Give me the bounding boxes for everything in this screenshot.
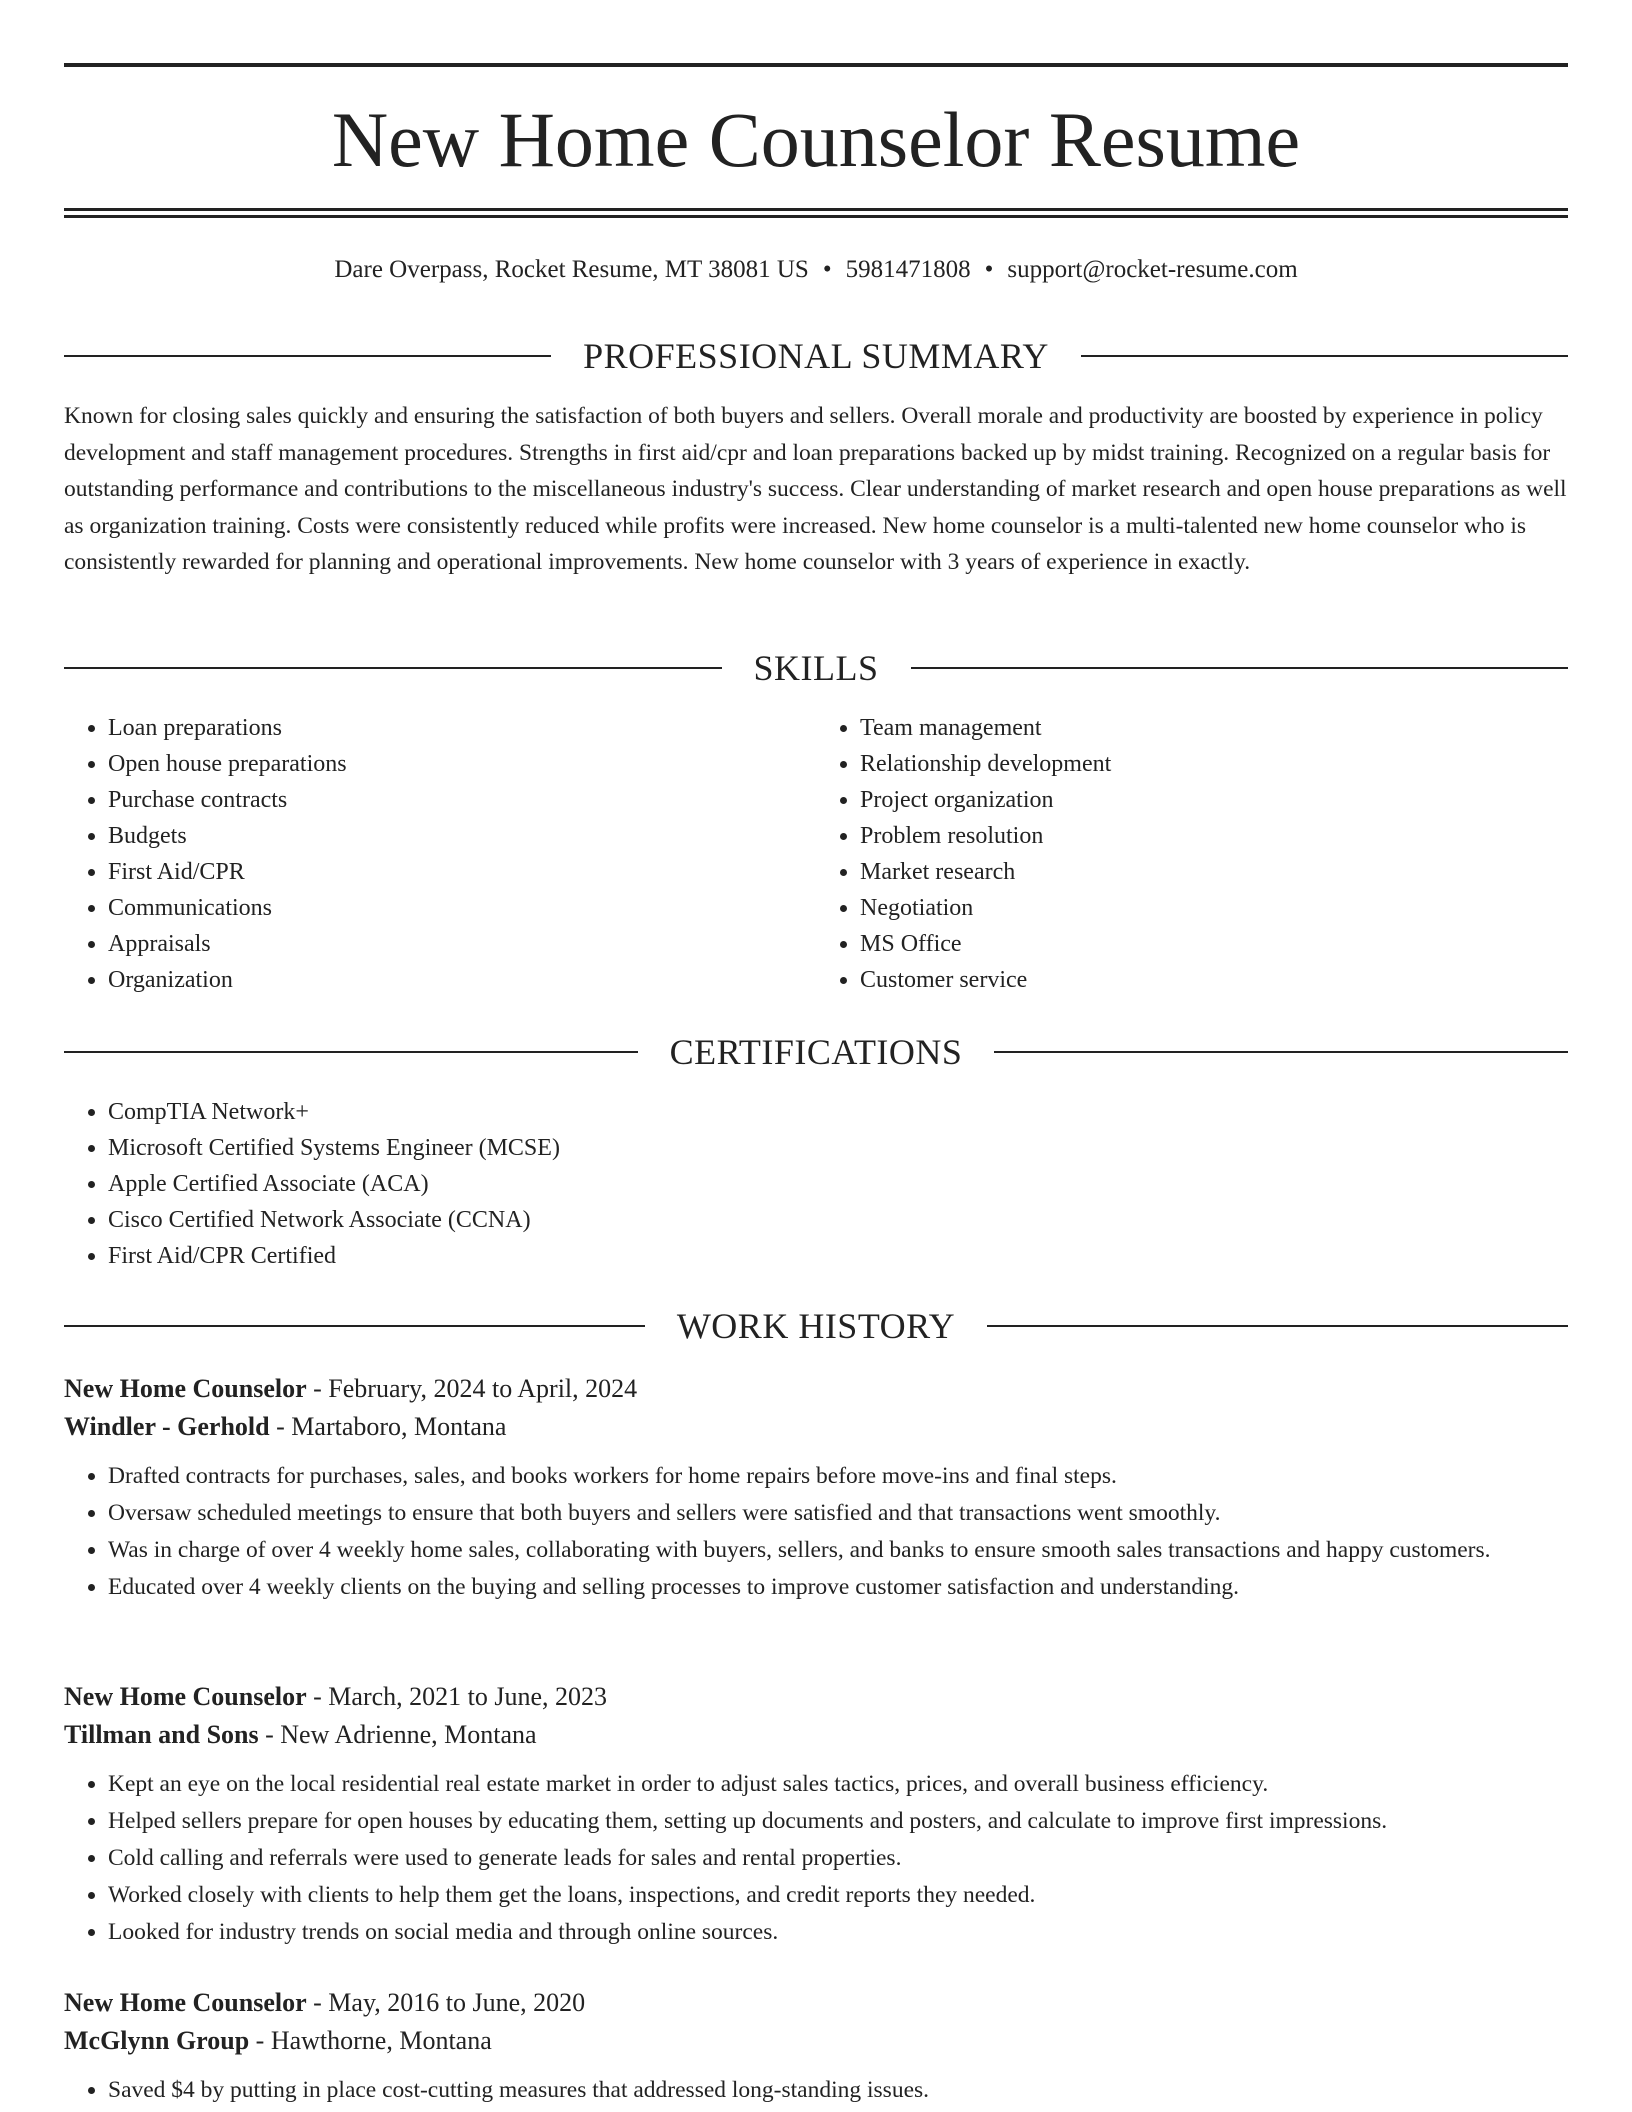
job-bullets <box>64 1458 1568 1606</box>
job-dates: - February, 2024 to April, 2024 <box>306 1374 638 1403</box>
job-location: - Hawthorne, Montana <box>249 2026 492 2055</box>
job-entry <box>64 1370 1568 1606</box>
job-bullet: • Cold calling and referrals were used to generate leads for sales and rental properties. <box>108 1840 1568 1877</box>
job-bullets <box>64 2072 1568 2109</box>
contact-address: Dare Overpass, Rocket Resume, MT 38081 US <box>334 256 809 283</box>
skill-item: • Communications <box>108 890 816 926</box>
skills-list-right <box>816 710 1568 998</box>
job-location: - New Adrienne, Montana <box>258 1720 537 1749</box>
job-bullet: • Oversaw scheduled meetings to ensure that both buyers and sellers were satisfied and that transactions went smoothly. <box>108 1495 1568 1532</box>
summary-text: Known for closing sales quickly and ensuring the satisfaction of both buyers and sellers. Overall morale and productivity are boosted by experience in policy development and staff management procedures. Strengths in first aid/cpr and loan preparations backed up by midst training. Recognized on a regular basis for outstanding performance and contributions to the miscellaneous industry's success. Clear understanding of market research and open house preparations as well as organization training. Costs were consistently reduced while profits were increased. New home counselor is a multi-talented new home counselor who is consistently rewarded for planning and operational improvements. New home counselor with 3 years of experience in exactly. <box>64 403 1567 575</box>
certifications-heading: CERTIFICATIONS <box>669 1032 963 1072</box>
skill-item: • First Aid/CPR <box>108 854 816 890</box>
job-entry <box>64 1984 1568 2109</box>
job-bullet: • Drafted contracts for purchases, sales, and books workers for home repairs before move-ins and final steps. <box>108 1458 1568 1495</box>
job-bullet: • Was in charge of over 4 weekly home sales, collaborating with buyers, sellers, and banks to ensure smooth sales transactions and happy customers. <box>108 1532 1568 1569</box>
heading-rule <box>64 667 722 669</box>
skills-list-left <box>64 710 816 998</box>
heading-rule <box>994 1051 1568 1053</box>
job-bullet: • Worked closely with clients to help them get the loans, inspections, and credit reports they needed. <box>108 1877 1568 1914</box>
skill-item: • MS Office <box>860 926 1568 962</box>
section-heading-certifications <box>64 1030 1568 1074</box>
heading-rule <box>987 1325 1568 1327</box>
certification-item: • First Aid/CPR Certified <box>108 1238 1568 1274</box>
job-company: Tillman and Sons <box>64 1720 259 1749</box>
job-location: - Martaboro, Montana <box>269 1412 507 1441</box>
contact-phone: 5981471808 <box>845 256 971 283</box>
job-bullets <box>64 1766 1568 1951</box>
skill-item: • Problem resolution <box>860 818 1568 854</box>
skill-item: • Budgets <box>108 818 816 854</box>
title-double-rule <box>64 208 1568 218</box>
skill-item: • Open house preparations <box>108 746 816 782</box>
job-entry <box>64 1678 1568 1951</box>
job-title: New Home Counselor <box>64 1682 307 1711</box>
job-bullet: • Looked for industry trends on social media and through online sources. <box>108 1914 1568 1951</box>
heading-rule <box>1081 355 1568 357</box>
certification-item: • Cisco Certified Network Associate (CCNA) <box>108 1202 1568 1238</box>
section-heading-work-history <box>64 1304 1568 1348</box>
heading-rule <box>64 1325 645 1327</box>
skill-item: • Team management <box>860 710 1568 746</box>
certifications-list <box>64 1094 1568 1274</box>
skill-item: • Appraisals <box>108 926 816 962</box>
contact-line <box>64 252 1568 288</box>
skill-item: • Loan preparations <box>108 710 816 746</box>
skill-item: • Negotiation <box>860 890 1568 926</box>
job-role-line <box>64 1984 1568 2022</box>
job-dates: - March, 2021 to June, 2023 <box>306 1682 608 1711</box>
work-history-heading: WORK HISTORY <box>676 1306 956 1346</box>
job-company: McGlynn Group <box>64 2026 250 2055</box>
job-bullet: • Helped sellers prepare for open houses by educating them, setting up documents and posters, and calculate to improve first impressions. <box>108 1803 1568 1840</box>
job-company-line <box>64 1716 1568 1754</box>
section-heading-skills <box>64 646 1568 690</box>
job-title: New Home Counselor <box>64 1374 307 1403</box>
contact-separator: • <box>822 256 832 283</box>
skill-item: • Purchase contracts <box>108 782 816 818</box>
skill-item: • Market research <box>860 854 1568 890</box>
top-rule <box>64 63 1568 67</box>
summary-heading: PROFESSIONAL SUMMARY <box>583 336 1049 376</box>
certification-item: • Microsoft Certified Systems Engineer (MCSE) <box>108 1130 1568 1166</box>
skill-item: • Organization <box>108 962 816 998</box>
job-dates: - May, 2016 to June, 2020 <box>306 1988 586 2017</box>
job-role-line <box>64 1370 1568 1408</box>
page-title: New Home Counselor Resume <box>331 96 1301 183</box>
skill-item: • Customer service <box>860 962 1568 998</box>
skill-item: • Relationship development <box>860 746 1568 782</box>
skill-item: • Project organization <box>860 782 1568 818</box>
heading-rule <box>64 1051 638 1053</box>
heading-rule <box>911 667 1569 669</box>
job-role-line <box>64 1678 1568 1716</box>
job-company-line <box>64 2022 1568 2060</box>
job-title: New Home Counselor <box>64 1988 307 2017</box>
job-bullet: • Kept an eye on the local residential real estate market in order to adjust sales tactics, prices, and overall business efficiency. <box>108 1766 1568 1803</box>
contact-email[interactable]: support@rocket-resume.com <box>1007 256 1298 283</box>
section-heading-summary <box>64 334 1568 378</box>
job-bullet: • Saved $4 by putting in place cost-cutting measures that addressed long-standing issues. <box>108 2072 1568 2109</box>
job-company-line <box>64 1408 1568 1446</box>
job-company: Windler - Gerhold <box>64 1412 270 1441</box>
certification-item: • Apple Certified Associate (ACA) <box>108 1166 1568 1202</box>
contact-separator: • <box>984 256 994 283</box>
skills-heading: SKILLS <box>753 648 879 688</box>
certification-item: • CompTIA Network+ <box>108 1094 1568 1130</box>
skills-columns <box>64 710 1568 998</box>
heading-rule <box>64 355 551 357</box>
job-bullet: • Educated over 4 weekly clients on the buying and selling processes to improve customer satisfaction and understanding. <box>108 1569 1568 1606</box>
certifications-section <box>64 1094 1568 1274</box>
